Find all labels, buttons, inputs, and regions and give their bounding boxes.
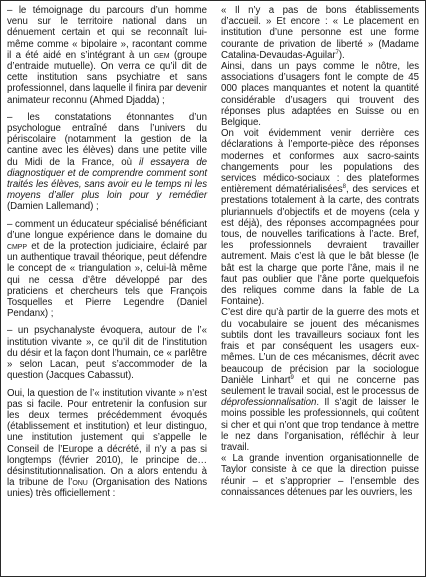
footnote-ref-8: 8 [342, 184, 346, 191]
paragraph-mechanisms: C’est dire qu’à partir de la guerre des mots et du vocabulaire se jouent des mécanismes subtils dont les travailleurs sociaux font les frais et par conséquent les usagers eux-mêmes. L’un de ces mécanismes, décrit avec beaucoup de précision par la sociologue Danièle Linhart$^9$ et qui ne concerne pas seulement le travail social, est le processus de déprofessionnalisation. Il s’agit de laisser le moins possible les professionnels, qui coûtent si cher et qui n’ont que trop tendance à mettre le nez dans l’organisation, réfléchir à leur travail. [221, 307, 420, 453]
paragraph-quote: « Il n’y a pas de bons établissements d’accueil. » Et encore : « Le placement en institution d’une personne est une forme courante de privation de liberté » (Madame Catalina-Devaudas-Aguilar$^7$). [221, 5, 419, 61]
footnote-ref-7: 7 [335, 49, 339, 56]
paragraph-living-institution: Oui, la question de l’« institution vivante » n’est pas si facile. Pour entretenir la confusion sur les deux termes précédemment évoqués (établissement et institution) et leur distinguo, une institution justement qui s’appelle le Conseil de l’Europe a décrété, il n’y a pas si longtemps (février 2010), le principe de… désinstitutionnalisation. On a alors entendu à la tribune de l’onu (Organisation des Nations unies) très officiellement : [7, 387, 207, 500]
paragraph-educator: – comment un éducateur spécialisé bénéficiant d’une longue expérience dans le domaine du cmpp et de la protection judiciaire, éclairé par un authentique travail théorique, peut défendre le concept de « triangulation », celui-là même qui ne cessa d’être développé par des praticiens et chercheurs tels que François Tosquelles et Pierre Legendre (Daniel Pendanx) ; [7, 218, 207, 320]
paragraph-psychoanalyst: – un psychanalyste évoquera, autour de l’« institution vivante », ce qu’il dit de l’institution du désir et la façon dont l’humain, ce « parlêtre » selon Lacan, peut s’accommoder de la question (Jacques Cabassut). [7, 325, 207, 382]
left-column [7, 5, 207, 500]
paragraph-associations: Ainsi, dans un pays comme le nôtre, les associations d’usagers font le compte de 45 000 places manquantes et notent la quantité considérable d’usagers qui trouvent des réponses plus adaptées en Suisse ou en Belgique. [221, 61, 419, 129]
right-column [221, 5, 419, 498]
paragraph-declarations: On voit évidemment venir derrière ces déclarations à l’emporte-pièce des réponses modernes et conformes aux sacro-saints changements pour les populations des services médico-sociaux : des plateformes entièrement dématérialisées$^8$, des services et prestations totalement à la carte, des contrats pluriannuels d’objectifs et de moyens (cela y est déjà), des réponses accompagnées pour tous, de nouvelles tarifications à l’acte. Bref, les professionnels devraient travailler autrement. Mais c’est là que le bât blesse (le bât est la charge que porte l’âne, mais il ne faut pas oublier que l’âne porte quelquefois des reliques comme dans la fable de La Fontaine). [221, 128, 419, 308]
paragraph-testimony: – le témoignage du parcours d’un homme venu sur le territoire national dans un dénuement certain et qui se reconnaît lui-même comme « bipolaire », racontant comme il a été aidé en s’intégrant à un gem (groupe d’entraide mutuelle). On verra ce qu’il dit de cette institution sans psychiatre et sans professionnel, dans laquelle il finira par devenir animateur reconnu (Ahmed Djadda) ; [7, 5, 207, 106]
paragraph-taylor: « La grande invention organisationnelle de Taylor consiste à ce que la direction puisse réunir – et s’approprier – l’ensemble des connaissances détenues par les ouvriers, les [221, 453, 419, 498]
paragraph-psychologist: – les constatations étonnantes d’un psychologue entraîné dans l’univers du périscolaire (notamment la gestion de la cantine avec les élèves) dans une petite ville du Midi de la France, où il essayera de diagnostiquer et de comprendre comment sont traités les élèves, sans avoir eu le temps ni les moyens d’aller plus loin pour y remédier (Damien Lallemand) ; [7, 111, 207, 213]
footnote-ref-9: 9 [290, 374, 294, 381]
